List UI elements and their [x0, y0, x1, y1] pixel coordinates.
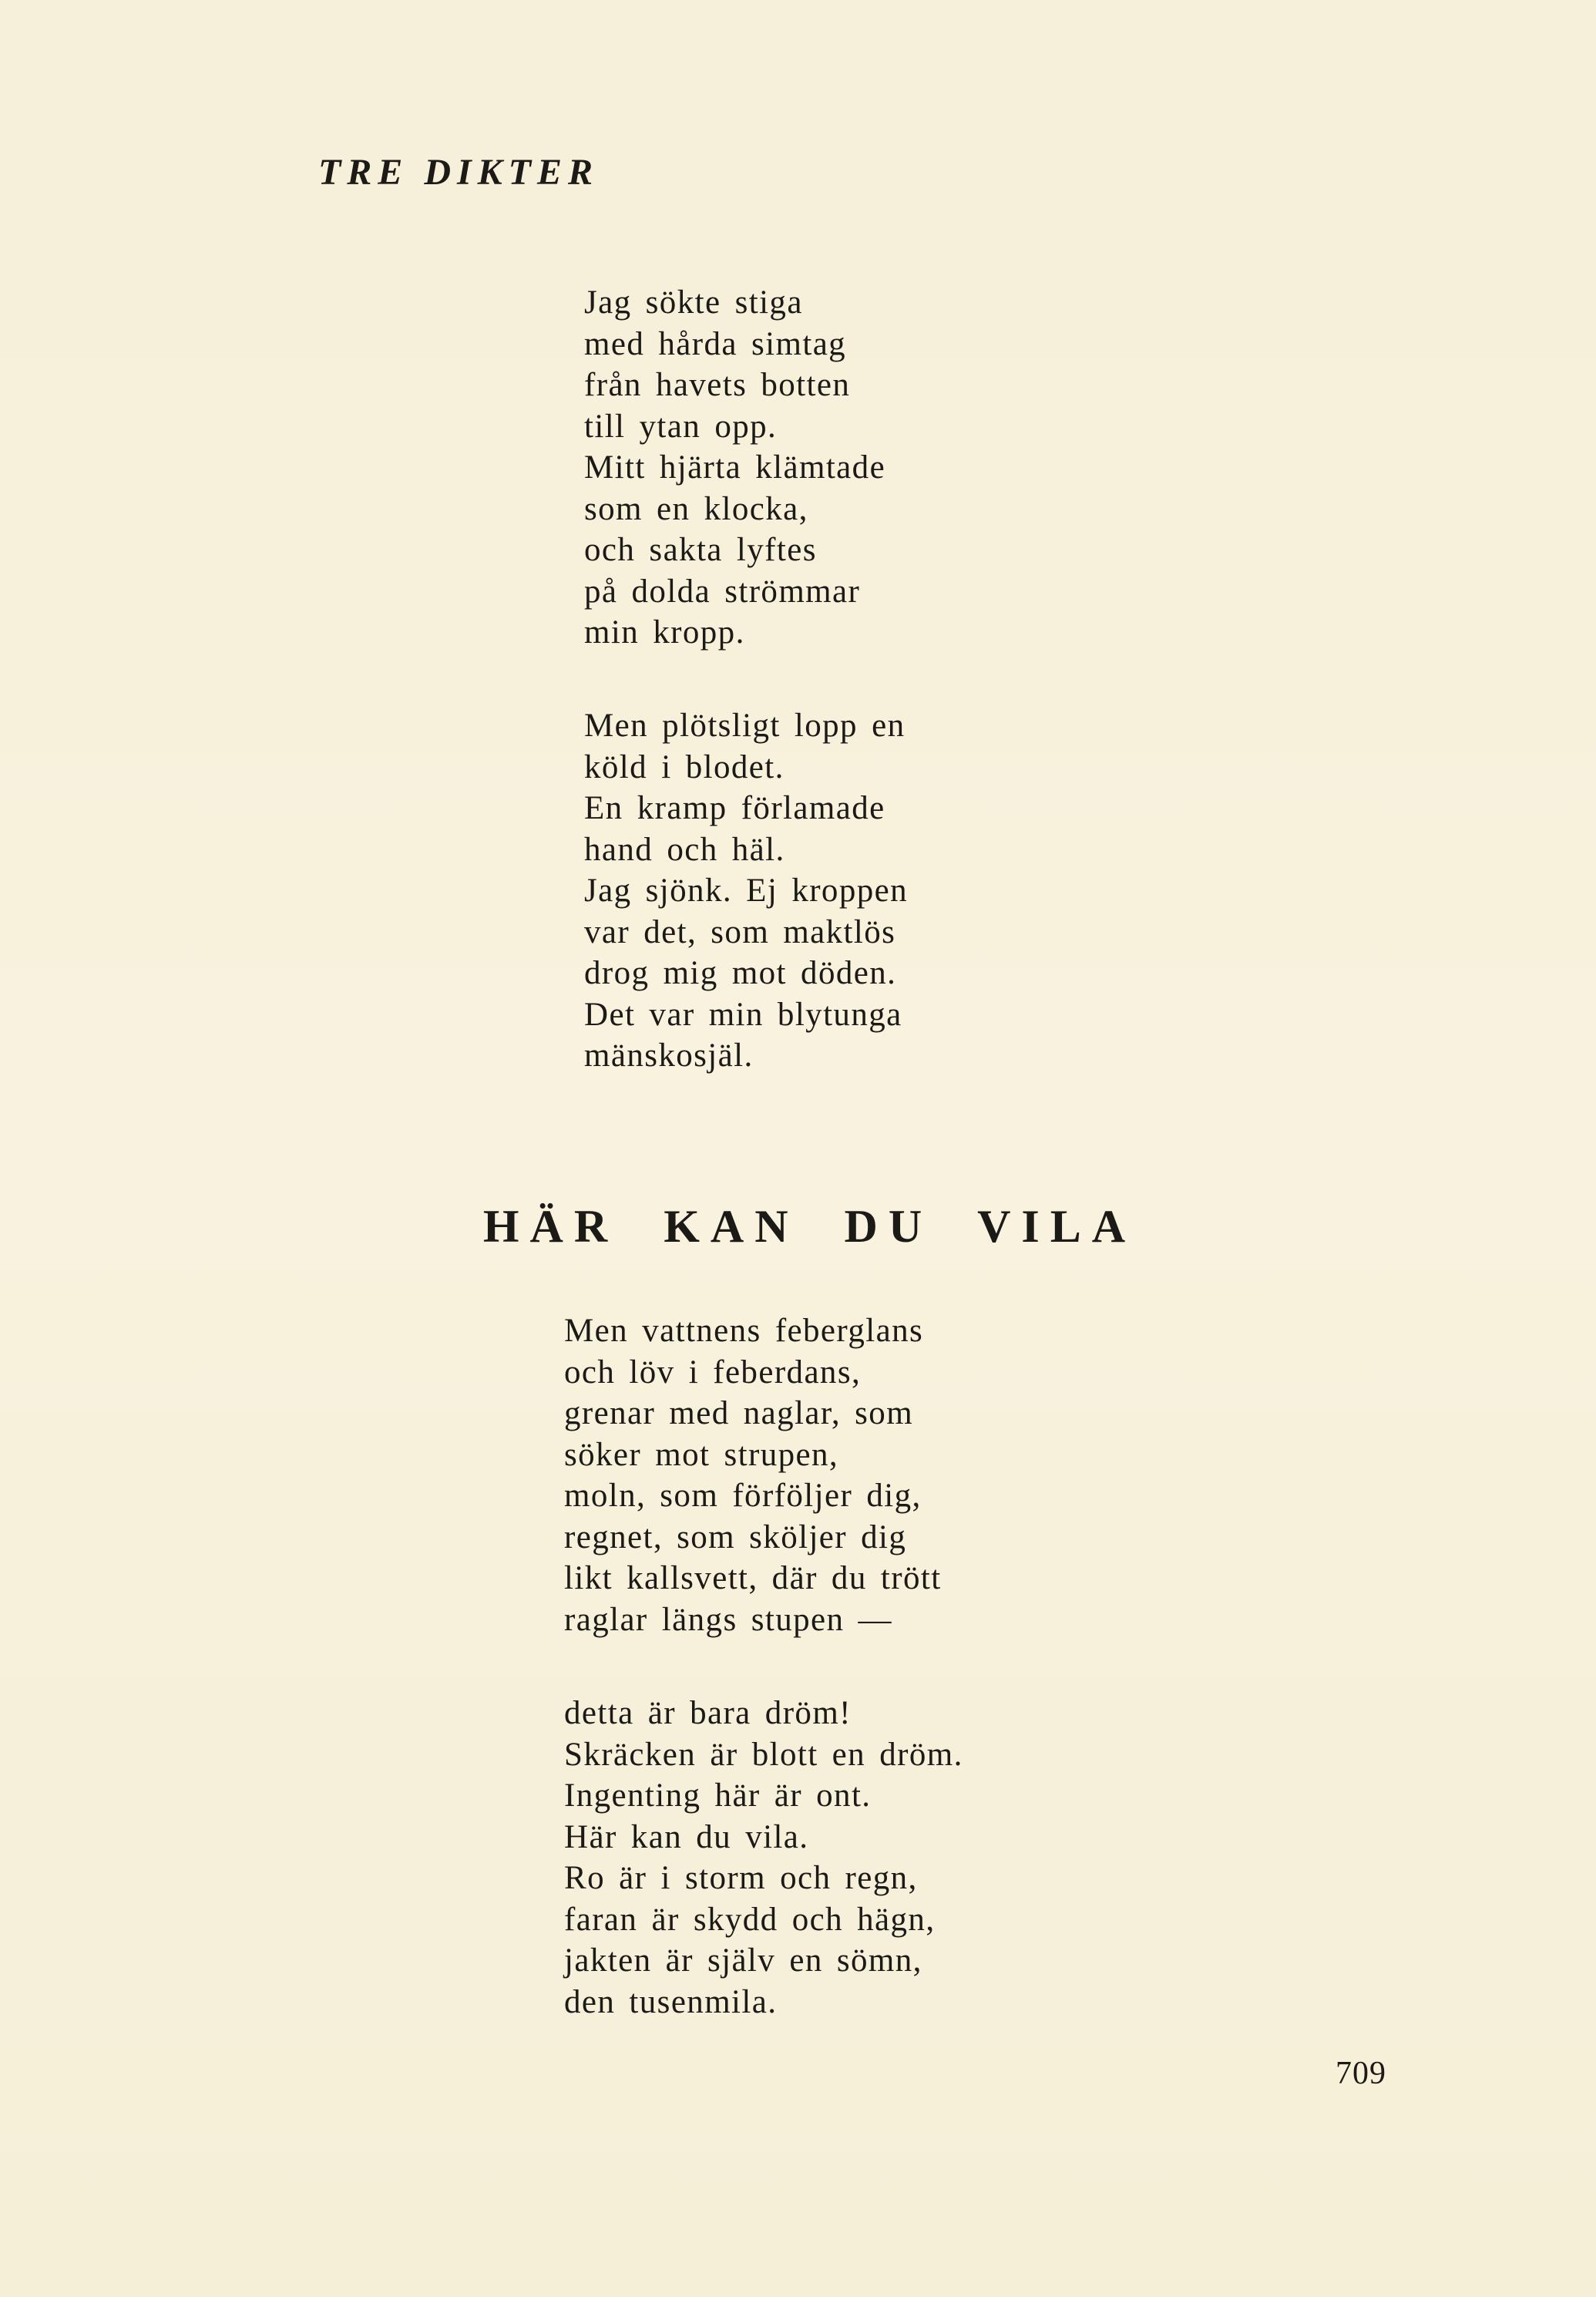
verse-line: grenar med naglar, som	[564, 1395, 914, 1431]
verse-line: Men vattnens feberglans	[564, 1313, 924, 1349]
verse-line: En kramp förlamade	[584, 790, 885, 826]
poem2-stanza-2	[564, 1693, 963, 2023]
verse-line: faran är skydd och hägn,	[564, 1901, 936, 1938]
verse-line: och sakta lyftes	[584, 532, 817, 568]
verse-line: Ingenting här är ont.	[564, 1777, 872, 1814]
verse-line: Mitt hjärta klämtade	[584, 449, 886, 486]
verse-line: som en klocka,	[584, 490, 808, 527]
poem2-stanza-1	[564, 1310, 942, 1640]
verse-line: var det, som maktlös	[584, 913, 896, 950]
page-number: 709	[1336, 2056, 1386, 2091]
verse-line: köld i blodet.	[584, 748, 785, 785]
verse-line: regnet, som sköljer dig	[564, 1518, 907, 1555]
verse-line: med hårda simtag	[584, 325, 847, 362]
verse-line: moln, som förföljer dig,	[564, 1478, 922, 1514]
verse-line: söker mot strupen,	[564, 1436, 839, 1473]
verse-line: likt kallsvett, där du trött	[564, 1560, 942, 1596]
verse-line: Det var min blytunga	[584, 996, 902, 1033]
verse-line: Jag sökte stiga	[584, 284, 803, 321]
verse-line: Men plötsligt lopp en	[584, 708, 906, 744]
verse-line: Jag sjönk. Ej kroppen	[584, 873, 909, 909]
poem-title: HÄR KAN DU VILA	[482, 1201, 1137, 1252]
verse-line: den tusenmila.	[564, 1983, 778, 2020]
running-head: TRE DIKTER	[318, 152, 600, 193]
verse-line: och löv i feberdans,	[564, 1354, 862, 1391]
verse-line: på dolda strömmar	[584, 573, 861, 610]
verse-line: Ro är i storm och regn,	[564, 1860, 918, 1896]
verse-line: Skräcken är blott en dröm.	[564, 1736, 963, 1773]
verse-line: min kropp.	[584, 614, 745, 651]
verse-line: från havets botten	[584, 367, 851, 403]
verse-line: mänskosjäl.	[584, 1038, 754, 1074]
verse-line: till ytan opp.	[584, 408, 778, 445]
poem1-stanza-1	[584, 282, 885, 654]
verse-line: raglar längs stupen —	[564, 1601, 892, 1638]
verse-line: Här kan du vila.	[564, 1818, 809, 1855]
verse-line: detta är bara dröm!	[564, 1695, 852, 1731]
verse-line: jakten är själv en sömn,	[564, 1942, 922, 1979]
poem1-stanza-2	[584, 705, 908, 1077]
verse-line: drog mig mot döden.	[584, 955, 897, 991]
verse-line: hand och häl.	[584, 831, 785, 868]
